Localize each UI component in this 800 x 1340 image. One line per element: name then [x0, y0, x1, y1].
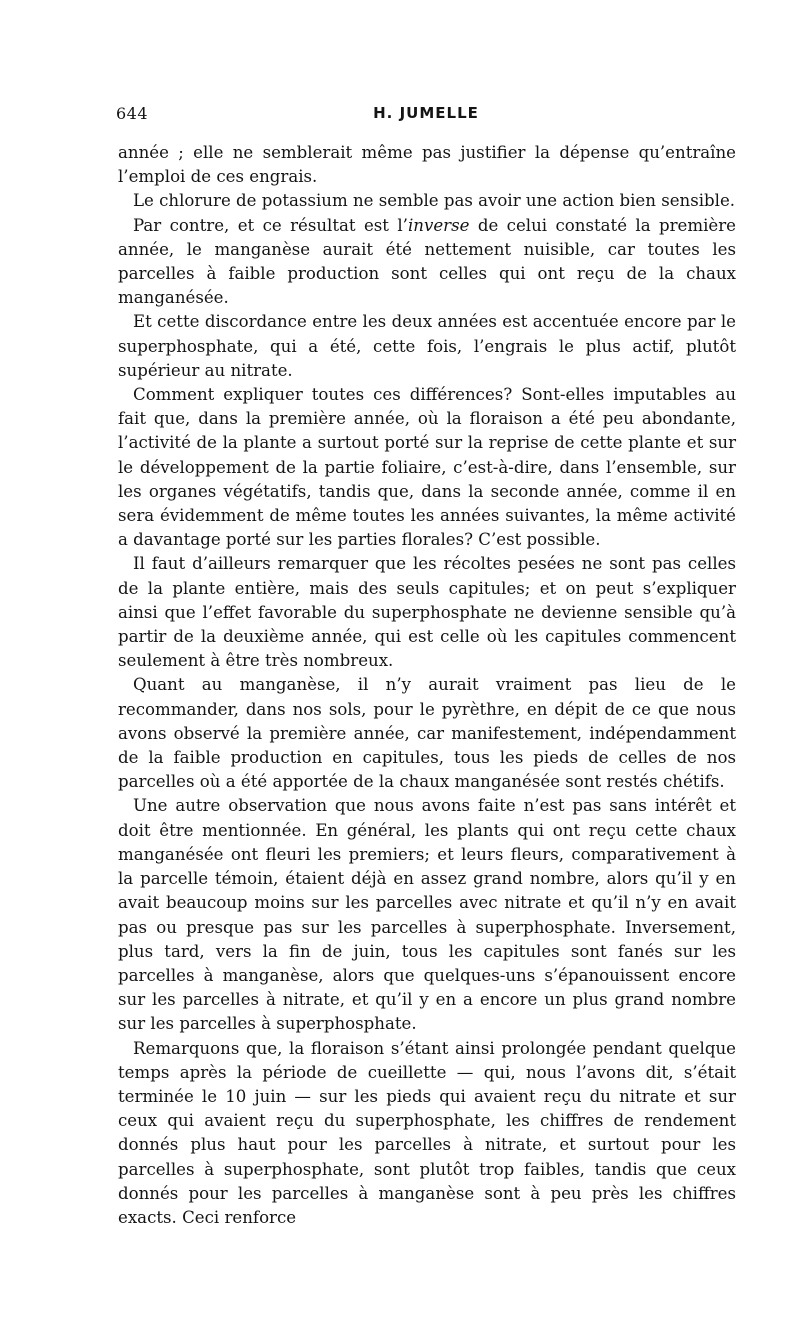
paragraph-text: Une autre observation que nous avons faite n’est pas sans intérêt et doit être mentionnée. En général, les plants qui ont reçu cette chaux manganésée ont fleuri les premiers; et leurs fleurs, comparativement à la parcelle témoin, étaient déjà en assez grand nombre, alors qu’il y en avait beaucoup moins sur les parcelles avec nitrate et qu’il n’y en avait pas ou presque pas sur les parcelles à superphosphate. Inversement, plus tard, vers la fin de juin, tous les capitules sont fanés sur les parcelles à manganèse, alors que quelques-uns s’épanouissent encore sur les parcelles à nitrate, et qu’il y en a encore un plus grand nombre sur les parcelles à superphosphate.	[118, 796, 736, 1034]
paragraph-text: Et cette discordance entre les deux années est accentuée encore par le superphosphate, qui a été, cette fois, l’engrais le plus actif, plutôt supérieur au nitrate.	[118, 312, 736, 380]
body-text	[118, 141, 736, 1230]
paragraph-text: Quant au manganèse, il n’y aurait vraiment pas lieu de le recommander, dans nos sols, pour le pyrèthre, en dépit de ce que nous avons observé la première année, car manifestement, indépendamment de la faible production en capitules, tous les pieds de celles de nos parcelles où a été apportée de la chaux manganésée sont restés chétifs.	[118, 675, 736, 792]
paragraph	[118, 794, 736, 1036]
paragraph-text: Comment expliquer toutes ces différences? Sont-elles imputables au fait que, dans la première année, où la floraison a été peu abondante, l’activité de la plante a surtout porté sur la reprise de cette plante et sur le développement de la partie foliaire, c’est-à-dire, dans l’ensemble, sur les organes végétatifs, tandis que, dans la seconde année, comme il en sera évidemment de même toutes les années suivantes, la même activité a davantage porté sur les parties florales? C’est possible.	[118, 385, 736, 550]
paragraph-text: Le chlorure de potassium ne semble pas avoir une action bien sensible.	[133, 191, 736, 211]
running-head: H. JUMELLE	[373, 104, 479, 122]
emphasized-text: inverse	[407, 215, 470, 235]
paragraph	[118, 383, 736, 552]
paragraph-text: de celui constaté la première année, le manganèse aurait été nettement nuisible, car toutes les parcelles à faible production sont celles qui ont reçu de la chaux manganésée.	[118, 215, 736, 308]
paragraph	[118, 141, 736, 189]
paragraph-text: Par contre, et ce résultat est l’	[133, 215, 408, 235]
page-number: 644	[116, 104, 149, 123]
paragraph	[118, 673, 736, 794]
paragraph	[118, 214, 736, 311]
paragraph-text: Il faut d’ailleurs remarquer que les récoltes pesées ne sont pas celles de la plante entière, mais des seuls capitules; et on peut s’expliquer ainsi que l’effet favorable du superphosphate ne devienne sensible qu’à partir de la deuxième année, qui est celle où les capitules commencent seulement à être très nombreux.	[118, 554, 736, 671]
page-header	[116, 104, 736, 128]
paragraph-text: année ; elle ne semblerait même pas justifier la dépense qu’entraîne l’emploi de ces engrais.	[118, 143, 736, 187]
paragraph	[118, 1037, 736, 1231]
paragraph	[118, 552, 736, 673]
paragraph	[118, 189, 736, 213]
paragraph-text: Remarquons que, la floraison s’étant ainsi prolongée pendant quelque temps après la période de cueillette — qui, nous l’avons dit, s’était terminée le 10 juin — sur les pieds qui avaient reçu du nitrate et sur ceux qui avaient reçu du superphosphate, les chiffres de rendement donnés plus haut pour les parcelles à nitrate, et surtout pour les parcelles à superphosphate, sont plutôt trop faibles, tandis que ceux donnés pour les parcelles à manganèse sont à peu près les chiffres exacts. Ceci renforce	[118, 1038, 736, 1227]
paragraph	[118, 310, 736, 383]
